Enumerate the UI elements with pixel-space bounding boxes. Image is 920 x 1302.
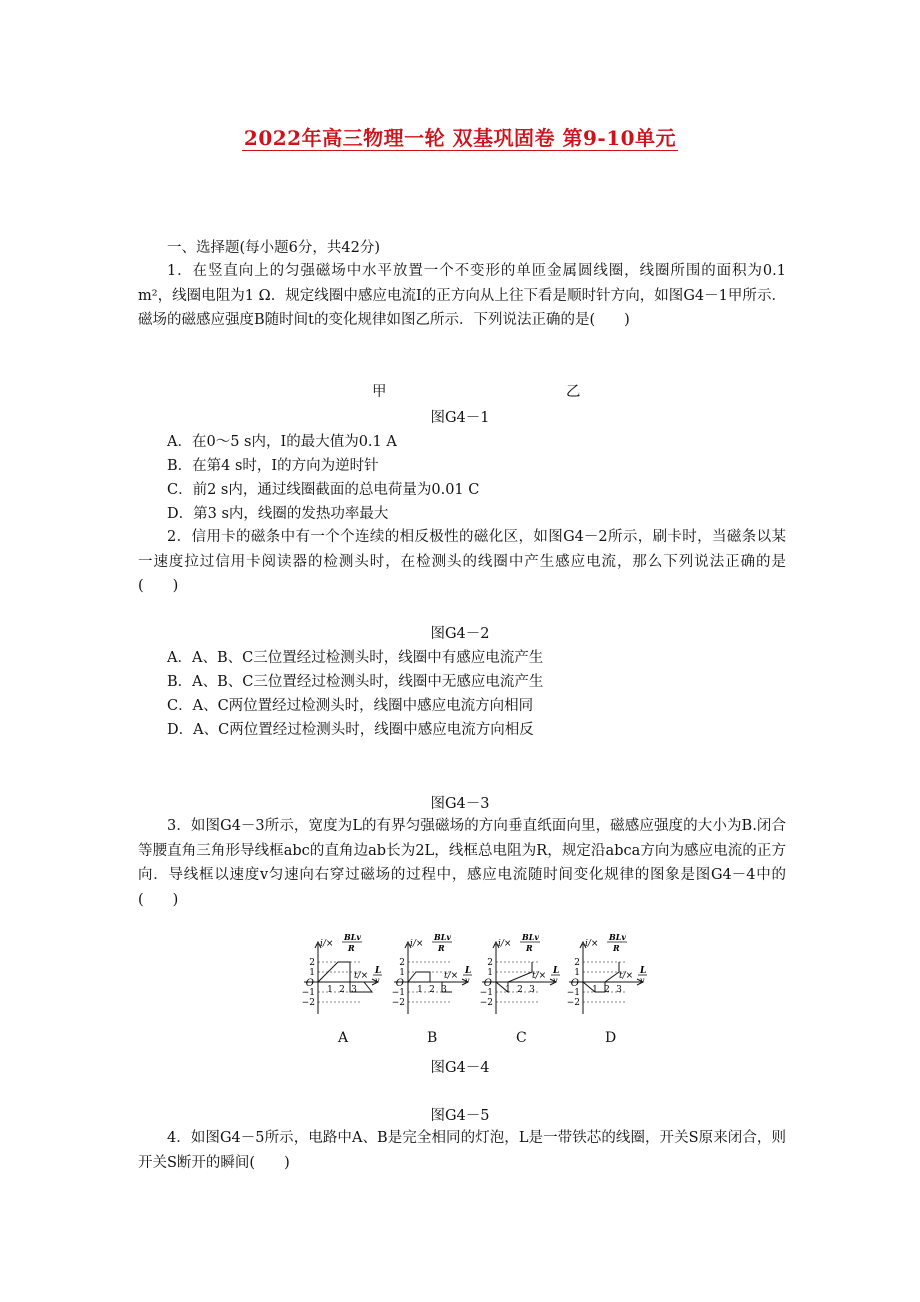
graph-c-x-frac-den: v xyxy=(553,976,558,985)
document-title xyxy=(0,122,920,151)
graph-c-y-tick-label: 2 xyxy=(487,958,493,968)
graph-a-axes xyxy=(302,932,382,1014)
q1-option-a: A．在0～5 s内，I的最大值为0.1 A xyxy=(167,434,397,450)
graph-c-origin-label: O xyxy=(483,978,492,989)
graph-a-y-tick-label: −2 xyxy=(301,998,315,1008)
graph-d-y-label: i/× xyxy=(585,939,599,949)
graph-d-x-frac-num: L xyxy=(640,966,647,976)
graph-b-origin-label: O xyxy=(395,978,404,989)
graph-d-y-tick-label: −1 xyxy=(566,988,580,998)
graph-d-origin-label: O xyxy=(570,978,579,989)
graph-c-y-tick-label: 1 xyxy=(487,968,493,978)
graph-d-y-tick-label: −2 xyxy=(566,998,580,1008)
figure-label-jia: 甲 xyxy=(372,384,387,400)
graph-a-y-frac-den: R xyxy=(348,943,355,953)
graph-a-x-frac-den: v xyxy=(375,976,380,985)
q3-stem: 3．如图G4－3所示，宽度为L的有界匀强磁场的方向垂直纸面向里，磁感应强度的大小为B.闭合等腰直角三角形导线框abc的直角边ab长为2L，线框总电阻为R，规定沿abca方向为感应电流的正方向．导线框以速度v匀速向右穿过磁场的过程中，感应电流随时间变化规律的图象是图G4－4中的( ) xyxy=(138,818,786,908)
q4-figure-caption: 图G4－5 xyxy=(430,1108,490,1124)
graph-c-y-label: i/× xyxy=(498,939,512,949)
q1-option-b: B．在第4 s时，I的方向为逆时针 xyxy=(167,458,379,474)
graph-a-y-tick-label: 2 xyxy=(309,958,315,968)
graph-d-x-tick-label: 2 xyxy=(604,985,610,995)
q1-stem: 1．在竖直向上的匀强磁场中水平放置一个不变形的单匝金属圆线圈，线圈所围的面积为0.1 m²，线圈电阻为1 Ω．规定线圈中感应电流I的正方向从上往下看是顺时针方向，如图G4－1甲所示．磁场的磁感应强度B随时间t的变化规律如图乙所示．下列说法正确的是( ) xyxy=(138,263,786,328)
graph-b-y-label: i/× xyxy=(410,939,424,949)
graph-b-x-tick-label: 1 xyxy=(417,985,423,995)
graph-b-x-frac-den: v xyxy=(465,976,470,985)
q4-stem: 4．如图G4－5所示，电路中A、B是完全相同的灯泡，L是一带铁芯的线圈，开关S原来闭合，则开关S断开的瞬间( ) xyxy=(138,1130,786,1171)
graph-c-axes xyxy=(480,932,560,1014)
graph-b-x-tick-label: 2 xyxy=(429,985,435,995)
graph-c-svg xyxy=(478,930,568,1016)
graph-c-x-label: t/× xyxy=(532,971,547,981)
graph-d-x-tick-label: 3 xyxy=(616,985,622,995)
graph-c-y-frac-den: R xyxy=(526,943,533,953)
q2-figure-caption: 图G4－2 xyxy=(430,626,490,642)
graph-b-axes xyxy=(392,932,472,1014)
graph-b-x-frac-num: L xyxy=(465,966,472,976)
graph-c-x-tick-label: 3 xyxy=(529,985,535,995)
graph-b-y-frac-den: R xyxy=(438,943,445,953)
graph-d-y-tick-label: 1 xyxy=(574,968,580,978)
graph-d-x-frac-den: v xyxy=(640,976,645,985)
q2-option-b: B．A、B、C三位置经过检测头时，线圈中无感应电流产生 xyxy=(167,674,544,690)
graph-c-y-tick-label: −2 xyxy=(479,998,493,1008)
graph-a-svg xyxy=(300,930,390,1016)
graph-a-x-label: t/× xyxy=(354,971,369,981)
graph-d xyxy=(565,930,655,1020)
graph-d-y-frac-num: BLv xyxy=(609,932,627,942)
graph-label-a: A xyxy=(338,1030,349,1046)
graph-a-origin-label: O xyxy=(305,978,314,989)
graph-b-x-tick-label: 3 xyxy=(441,985,447,995)
q3-figure-caption-bottom: 图G4－4 xyxy=(430,1060,490,1076)
graph-b-y-tick-label: 1 xyxy=(399,968,405,978)
graph-b-y-tick-label: −2 xyxy=(391,998,405,1008)
graph-d-svg xyxy=(565,930,655,1016)
q2-option-d: D．A、C两位置经过检测头时，线圈中感应电流方向相反 xyxy=(167,722,534,738)
graph-d-y-tick-label: 2 xyxy=(574,958,580,968)
graph-a-y-tick-label: 1 xyxy=(309,968,315,978)
graph-d-line xyxy=(583,962,619,992)
graph-b xyxy=(390,930,480,1020)
q1-option-c: C．前2 s内，通过线圈截面的总电荷量为0.01 C xyxy=(167,482,480,498)
q2-stem: 2．信用卡的磁条中有一个个连续的相反极性的磁化区，如图G4－2所示，刷卡时，当磁条以某一速度拉过信用卡阅读器的检测头时，在检测头的线圈中产生感应电流，那么下列说法正确的是( ) xyxy=(138,529,786,594)
graph-d-x-tick-label: 1 xyxy=(592,985,598,995)
q2-option-a: A．A、B、C三位置经过检测头时，线圈中有感应电流产生 xyxy=(167,650,544,666)
graph-b-x-label: t/× xyxy=(444,971,459,981)
graph-b-y-tick-label: 2 xyxy=(399,958,405,968)
q1-option-d: D．第3 s内，线圈的发热功率最大 xyxy=(167,506,389,522)
graph-d-axes xyxy=(567,932,647,1014)
graph-c-y-frac-num: BLv xyxy=(522,932,540,942)
q2-option-c: C．A、C两位置经过检测头时，线圈中感应电流方向相同 xyxy=(167,698,534,714)
graph-a-x-tick-label: 3 xyxy=(351,985,357,995)
graph-a-y-tick-label: −1 xyxy=(301,988,315,998)
graph-a-x-frac-num: L xyxy=(375,966,382,976)
graph-c-y-tick-label: −1 xyxy=(479,988,493,998)
q3-figure-caption-top: 图G4－3 xyxy=(430,796,490,812)
graph-b-y-tick-label: −1 xyxy=(391,988,405,998)
graph-b-y-frac-num: BLv xyxy=(434,932,452,942)
graph-a-x-tick-label: 1 xyxy=(327,985,333,995)
graph-b-svg xyxy=(390,930,480,1016)
graph-a-x-tick-label: 2 xyxy=(339,985,345,995)
graph-label-b: B xyxy=(427,1030,438,1046)
graph-label-d: D xyxy=(605,1030,617,1046)
section-heading: 一、选择题(每小题6分，共42分) xyxy=(167,240,380,256)
graph-a-y-frac-num: BLv xyxy=(344,932,362,942)
figure-label-yi: 乙 xyxy=(566,384,581,400)
graph-a xyxy=(300,930,390,1020)
graph-d-y-frac-den: R xyxy=(613,943,620,953)
graph-c-x-frac-num: L xyxy=(553,966,560,976)
q1-figure-caption: 图G4－1 xyxy=(430,410,490,426)
graph-c-x-tick-label: 2 xyxy=(517,985,523,995)
graph-c-x-tick-label: 1 xyxy=(505,985,511,995)
graph-label-c: C xyxy=(516,1030,527,1046)
graph-a-y-label: i/× xyxy=(320,939,334,949)
graph-c xyxy=(478,930,568,1020)
title-text: 2022年高三物理一轮 双基巩固卷 第9-10单元 xyxy=(243,126,677,150)
graph-c-line xyxy=(496,962,532,992)
graph-d-x-label: t/× xyxy=(619,971,634,981)
